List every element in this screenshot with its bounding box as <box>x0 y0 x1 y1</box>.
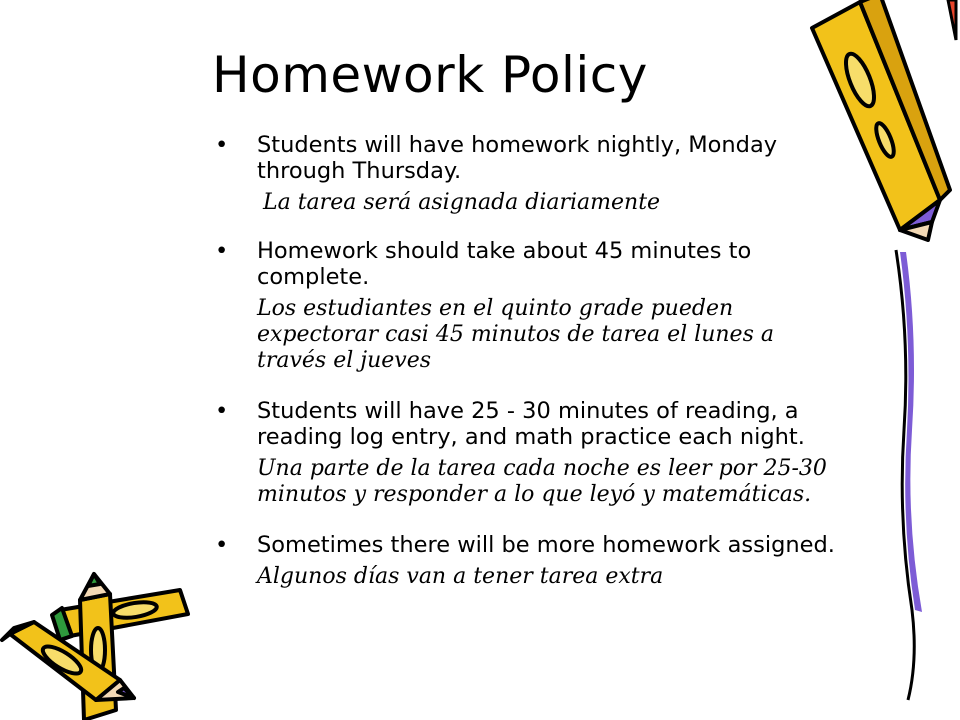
item-spanish: Una parte de la tarea cada noche es leer por 25-30 minutos y responder a lo que leyó y matemáticas. <box>257 456 827 507</box>
pencil-right-icon <box>800 0 960 720</box>
item-spanish: Algunos días van a tener tarea extra <box>257 564 664 589</box>
bullet: • <box>215 398 229 424</box>
list-item <box>215 132 835 216</box>
item-spanish: La tarea será asignada diariamente <box>263 190 661 215</box>
item-english: Sometimes there will be more homework assigned. <box>257 532 835 558</box>
list-item <box>215 398 835 508</box>
list-item <box>215 532 835 590</box>
page-title: Homework Policy <box>212 46 648 104</box>
item-english: Students will have 25 - 30 minutes of reading, a reading log entry, and math practice each night. <box>257 398 805 450</box>
bullet: • <box>215 238 229 264</box>
item-english: Homework should take about 45 minutes to complete. <box>257 238 752 290</box>
bullet-list <box>215 132 835 590</box>
item-english: Students will have homework nightly, Monday through Thursday. <box>257 132 778 184</box>
pencils-bottom-left-icon <box>0 570 200 720</box>
bullet: • <box>215 532 229 558</box>
list-item <box>215 238 835 374</box>
item-spanish: Los estudiantes en el quinto grade pueden expectorar casi 45 minutos de tarea el lunes a través el jueves <box>257 296 774 373</box>
bullet: • <box>215 132 229 158</box>
